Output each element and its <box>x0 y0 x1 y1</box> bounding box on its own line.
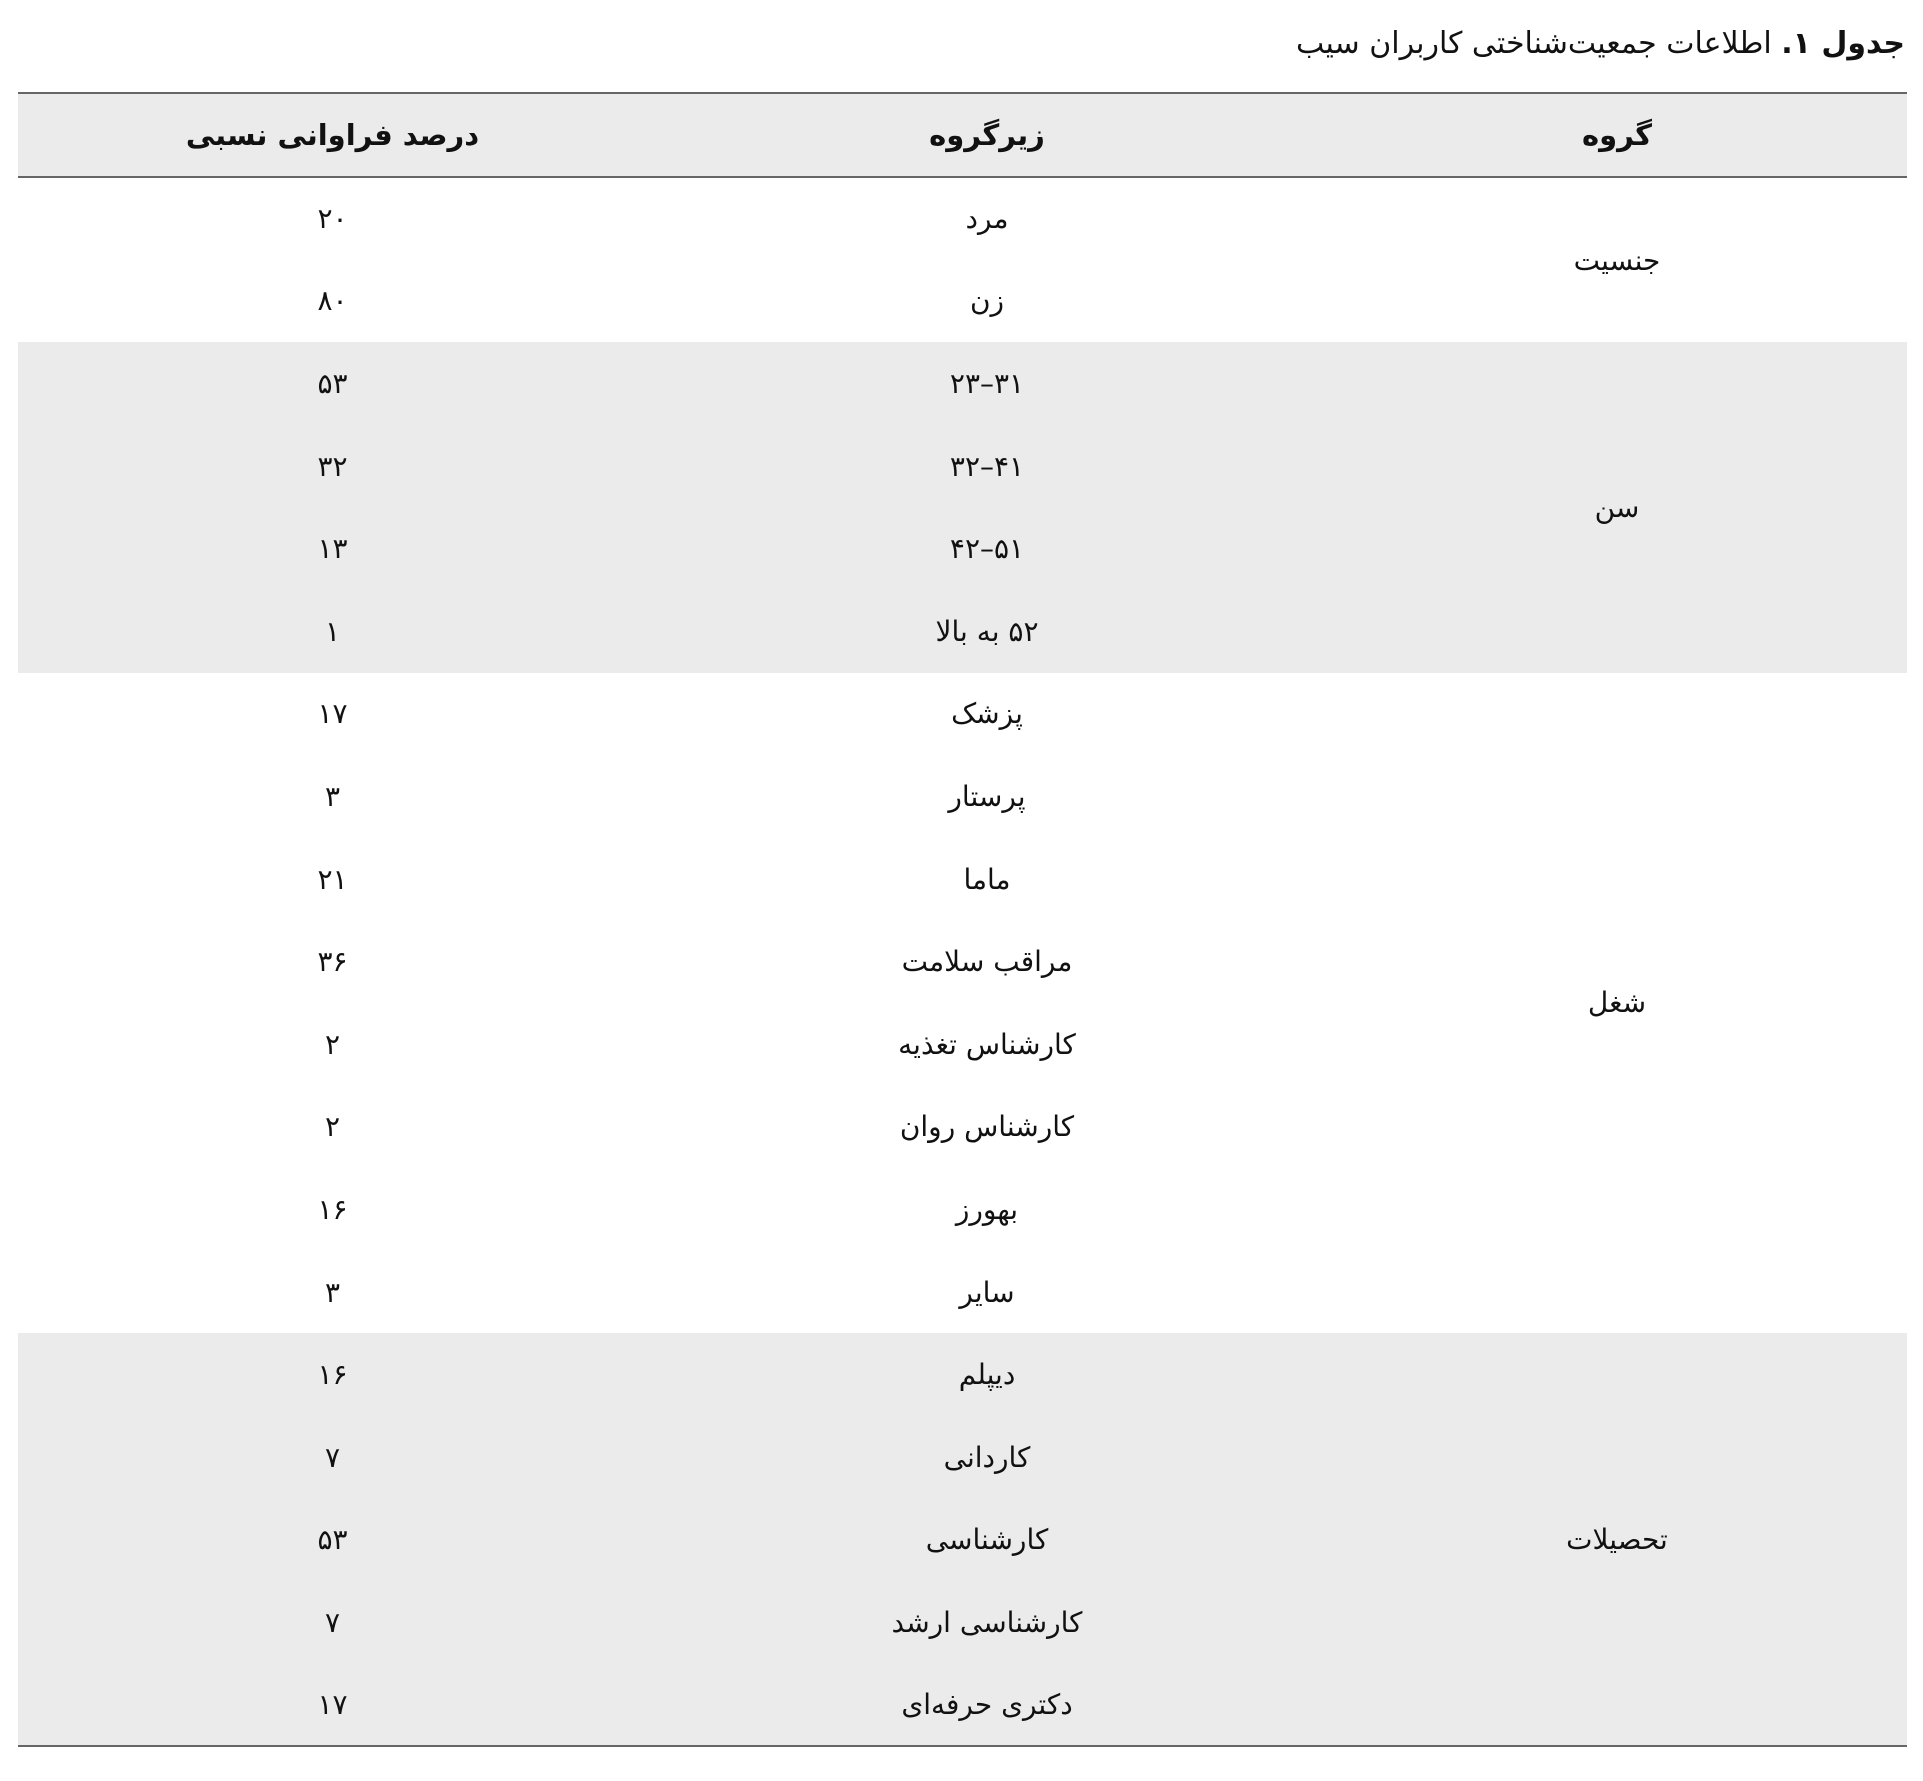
percent-cell: ۱۶ <box>317 1192 348 1226</box>
percent-cell: ۳ <box>324 1275 341 1309</box>
subgroup-cell: ۳۱–۲۳ <box>949 366 1025 400</box>
header-group: گروه <box>1327 93 1907 177</box>
subgroup-cell: ۵۱–۴۲ <box>949 532 1025 566</box>
percent-cell: ۵۳ <box>317 366 348 400</box>
percent-cell: ۱۳ <box>317 532 348 566</box>
table-row <box>18 673 1907 756</box>
caption-text: اطلاعات جمعیت‌شناختی کاربران سیب <box>1296 26 1772 61</box>
group-cell: تحصیلات <box>1566 1522 1668 1556</box>
subgroup-cell: مرد <box>965 202 1009 236</box>
header-subgroup: زیرگروه <box>647 93 1327 177</box>
percent-cell: ۸۰ <box>317 284 348 318</box>
subgroup-cell: کارشناسی ارشد <box>891 1605 1083 1639</box>
subgroup-cell: دیپلم <box>958 1358 1016 1392</box>
subgroup-cell: کاردانی <box>943 1440 1031 1474</box>
table-header <box>18 93 1907 177</box>
percent-cell: ۳۶ <box>317 945 348 979</box>
subgroup-cell: بهورز <box>955 1192 1019 1226</box>
table-row <box>18 342 1907 425</box>
caption-label: جدول ۱. <box>1781 26 1905 61</box>
percent-cell: ۱۷ <box>317 1687 348 1721</box>
group-cell: شغل <box>1587 986 1647 1020</box>
percent-cell: ۲۰ <box>317 202 348 236</box>
subgroup-cell: پزشک <box>951 697 1023 731</box>
percent-cell: ۲۱ <box>317 862 348 896</box>
table-row <box>18 1333 1907 1416</box>
percent-cell: ۷ <box>324 1605 341 1639</box>
subgroup-cell: مراقب سلامت <box>901 945 1073 979</box>
percent-cell: ۷ <box>324 1440 341 1474</box>
subgroup-cell: سایر <box>959 1275 1015 1309</box>
subgroup-cell: ۵۲ به بالا <box>935 614 1039 648</box>
header-row <box>18 93 1907 177</box>
subgroup-cell: ۴۱–۳۲ <box>949 449 1025 483</box>
subgroup-cell: دکتری حرفه‌ای <box>901 1687 1073 1721</box>
table-caption <box>1296 22 1905 66</box>
group-cell: سن <box>1594 490 1640 524</box>
percent-cell: ۱۷ <box>317 697 348 731</box>
percent-cell: ۳۲ <box>317 449 348 483</box>
header-percent: درصد فراوانی نسبی <box>18 93 647 177</box>
subgroup-cell: کارشناسی <box>925 1523 1049 1557</box>
subgroup-cell: ماما <box>963 862 1011 896</box>
percent-cell: ۳ <box>324 779 341 813</box>
subgroup-cell: پرستار <box>948 779 1026 813</box>
percent-cell: ۲ <box>324 1110 341 1144</box>
table-body <box>18 177 1907 1746</box>
percent-cell: ۲ <box>324 1027 341 1061</box>
table-row <box>18 177 1907 260</box>
subgroup-cell: کارشناس روان <box>899 1110 1075 1144</box>
subgroup-cell: زن <box>969 284 1005 318</box>
percent-cell: ۱۶ <box>317 1358 348 1392</box>
subgroup-cell: کارشناس تغذیه <box>898 1027 1076 1061</box>
demographics-table <box>18 92 1907 1747</box>
percent-cell: ۵۳ <box>317 1523 348 1557</box>
percent-cell: ۱ <box>324 614 341 648</box>
group-cell: جنسیت <box>1573 243 1661 277</box>
